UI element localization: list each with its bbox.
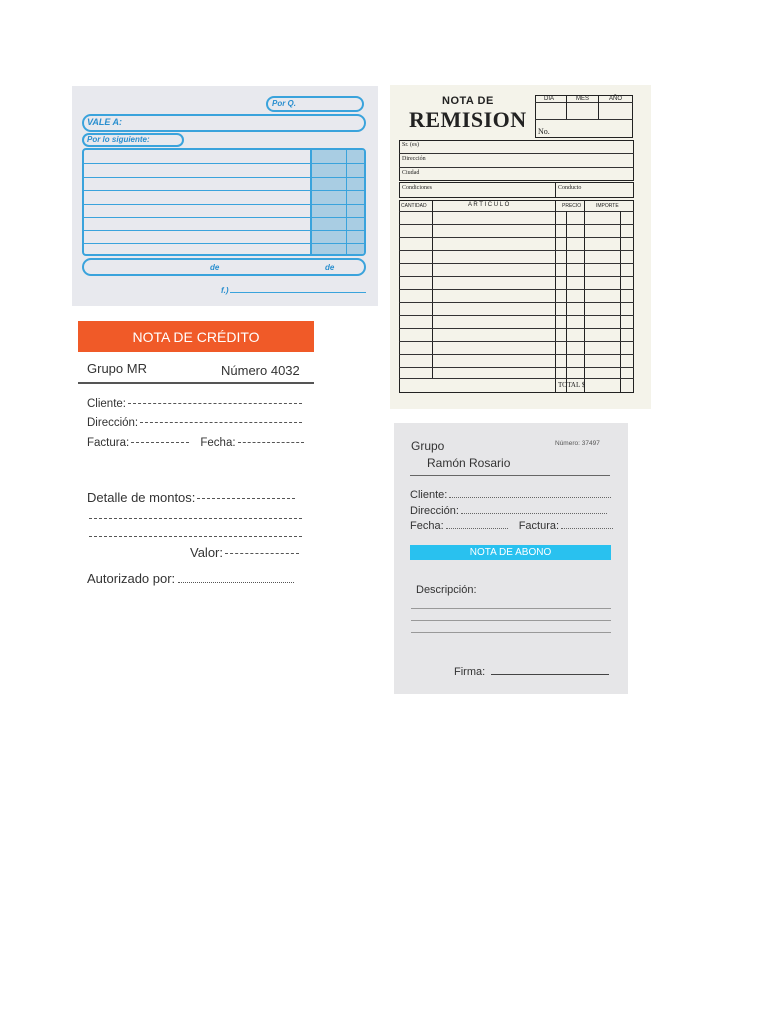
ano-label: AÑO [609, 96, 623, 102]
direccion-row [87, 417, 302, 429]
conducto-label: Conducto [558, 185, 582, 191]
ciudad-label: Ciudad [402, 170, 420, 176]
cliente-row [87, 398, 302, 410]
nota-abono-title-bar [410, 545, 611, 560]
vale-date-field [82, 258, 366, 276]
factura-label: Factura: [518, 520, 560, 532]
direccion-label: Dirección: [410, 505, 459, 517]
remision-form [390, 85, 651, 409]
total-label: TOTAL $ [558, 381, 586, 389]
fecha-label: Fecha: [200, 437, 236, 449]
cliente-row [410, 489, 611, 501]
factura-row [87, 437, 304, 449]
direccion-row [410, 505, 607, 517]
autorizado-row [87, 571, 294, 586]
direccion-label: Dirección [402, 156, 426, 162]
nota-abono-form [394, 423, 628, 694]
por-q-label: Por Q. [272, 99, 297, 108]
de-label-right: de [325, 263, 335, 272]
condiciones-label: Condiciones [402, 185, 432, 191]
no-label: No. [538, 127, 550, 136]
nota-credito-form [78, 321, 314, 589]
firma-label: Firma: [454, 666, 486, 678]
remision-title-top: NOTA DE [442, 95, 494, 107]
items-table [399, 200, 634, 393]
nota-credito-title: NOTA DE CRÉDITO [132, 329, 260, 345]
cantidad-header: CANTIDAD [401, 203, 427, 209]
vale-a-label: VALE A: [87, 117, 122, 127]
precio-header: PRECIO [562, 203, 582, 209]
valor-row [190, 545, 299, 560]
cliente-label: Cliente: [87, 398, 126, 410]
articulo-header: A R T I C U L O [468, 202, 510, 208]
importe-header: IMPORTE [596, 203, 619, 209]
grupo-label: Grupo [411, 439, 445, 453]
fecha-label: Fecha: [410, 520, 444, 532]
nota-abono-title: NOTA DE ABONO [469, 547, 552, 558]
numero-label: Número: 37497 [555, 440, 600, 447]
numero-label: Número 4032 [221, 363, 300, 378]
remision-title: REMISION [409, 107, 527, 132]
nota-credito-title-bar [78, 321, 314, 352]
detalle-label: Detalle de montos: [87, 490, 196, 505]
header-divider [78, 382, 314, 384]
vale-form [72, 86, 378, 306]
direccion-label: Dirección: [87, 417, 139, 429]
client-box [399, 140, 634, 181]
conditions-box [399, 182, 634, 198]
vale-amount-column [310, 150, 366, 256]
autorizado-label: Autorizado por: [87, 571, 176, 586]
factura-label: Factura: [87, 437, 130, 449]
firma-row [454, 666, 609, 678]
dia-label: DIA [544, 96, 555, 102]
de-label-left: de [210, 263, 220, 272]
descripcion-label: Descripción: [416, 584, 477, 596]
por-lo-siguiente-label: Por lo siguiente: [87, 135, 150, 144]
vale-items-table [82, 148, 366, 256]
firma-label: f.) [221, 286, 229, 295]
mes-label: MES [576, 96, 590, 102]
detalle-row [87, 490, 295, 505]
vale-a-field [82, 114, 366, 132]
fecha-factura-row [410, 520, 613, 532]
sr-label: Sr. (es) [402, 142, 419, 148]
signature-line [230, 292, 366, 293]
cliente-label: Cliente: [410, 489, 448, 501]
header-divider [410, 475, 610, 476]
nombre-label: Ramón Rosario [427, 456, 511, 470]
valor-label: Valor: [190, 545, 223, 560]
grupo-label: Grupo MR [87, 361, 147, 376]
